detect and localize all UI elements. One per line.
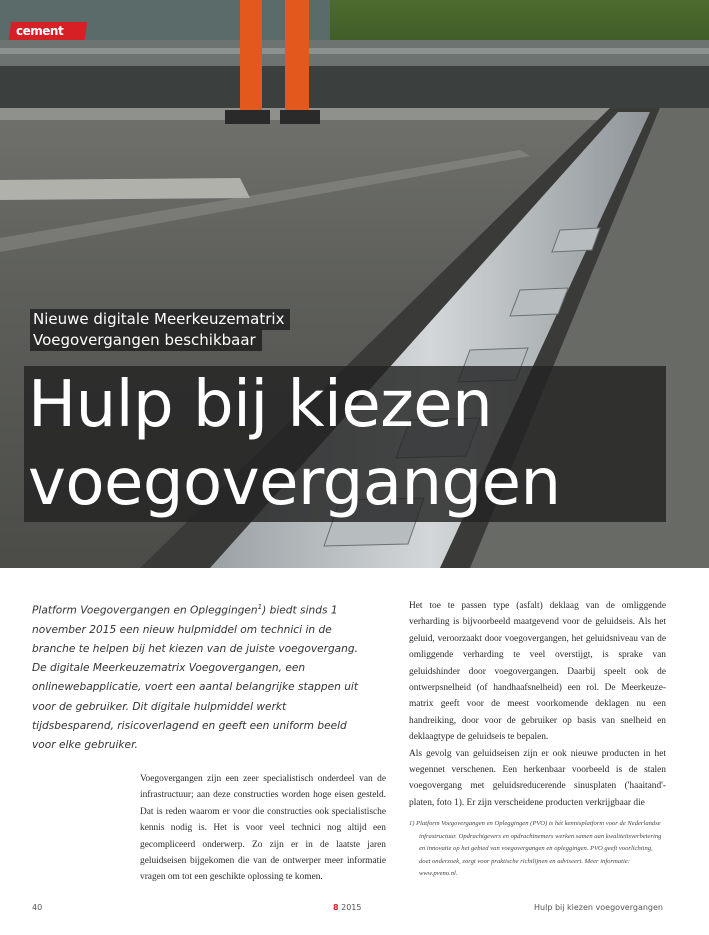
title-line-1: Hulp bij kiezen [28, 368, 493, 442]
body-column-right [409, 598, 666, 811]
subtitle-line-2: Voegovergangen beschikbaar [30, 330, 262, 351]
footnote [409, 818, 663, 881]
magazine-logo-text: cement [16, 24, 64, 38]
body-paragraph: Voegovergangen zijn een zeer specialistisch onderdeel van de infrastructuur; aan deze constructies worden hoge eisen gesteld. Dat is reden waarom er voor die constructies ook specialistische kennis nodig is. Het is voor veel technici nog altijd een gecompliceerd onderwerp. Zo zijn er in de laatste jaren geluidseisen bijgekomen die van de ontwerper meer informatie vragen om tot een geschikte oplossing te komen. [140, 774, 386, 883]
magazine-logo [9, 22, 88, 40]
intro-footnote-ref: 1 [257, 603, 263, 611]
article-intro [32, 598, 364, 755]
title-line-2: voegovergangen [28, 446, 561, 520]
page-number: 40 [32, 903, 43, 912]
running-title: Hulp bij kiezen voegovergangen [534, 903, 663, 912]
intro-text-start: Platform Voegovergangen en Opleggingen [32, 604, 258, 617]
intro-text-rest: ) biedt sinds 1 november 2015 een nieuw hulpmiddel om technici in de branche te helpen bij het kiezen van de juiste voegovergang. De digitale Meerkeuzematrix Voegovergangen, een onlinewebapplicatie, voert een aantal belangrijke stappen uit voor de gebruiker. Dit digitale hulpmiddel werkt tijdsbesparend, risicoverlagend en geeft een uniform beeld voor elke gebruiker. [32, 604, 359, 751]
article-title [24, 366, 666, 522]
footnote-text: 1) Platform Voegovergangen en Opleggingen (PVO) is hét kennisplatform voor de Nederlandse infrastructuur. Opdrachtgevers en opdrachtnemers werken samen aan kwaliteitsverbetering en innovatie op het gebied van voegovergangen en opleggingen. PVO geeft voorlichting, doet onderzoek, zorgt voor praktische richtlijnen en adviseert. Meer informatie: www.pveno.nl. [409, 820, 662, 878]
issue-year: 2015 [341, 903, 362, 912]
subtitle-line-1: Nieuwe digitale Meerkeuzematrix [30, 309, 290, 330]
issue-info [333, 903, 361, 912]
issue-number: 8 [333, 903, 339, 912]
article-subtitle [30, 309, 290, 351]
body-column-left [140, 771, 386, 886]
body-paragraph: Als gevolg van geluidseisen zijn er ook nieuwe producten in het wegennet verschenen. Een herkenbaar voorbeeld is de stalen voegovergang met geluidsreducerende sinusplaten ('haaitand'-platen, foto 1). Er zijn verscheidene producten verkrijgbaar die [409, 748, 666, 808]
body-paragraph: Het toe te passen type (asfalt) deklaag van de omliggende verharding is bijvoorbeeld maatgevend voor de geluidseis. Als het geluid, veroorzaakt door voegovergangen, het geluidsniveau van de omliggende verharding te veel overstijgt, is sprake van geluidshinder door voegovergangen. Daarbij speelt ook de ontwerpsnelheid (of handhaafsnelheid) een rol. De Meerkeuzematrix geeft voor de meest voorkomende deklagen nu een handreiking, door voor de gebruiker op basis van snelheid en deklaagtype de geluidseis te bepalen. [409, 601, 666, 743]
